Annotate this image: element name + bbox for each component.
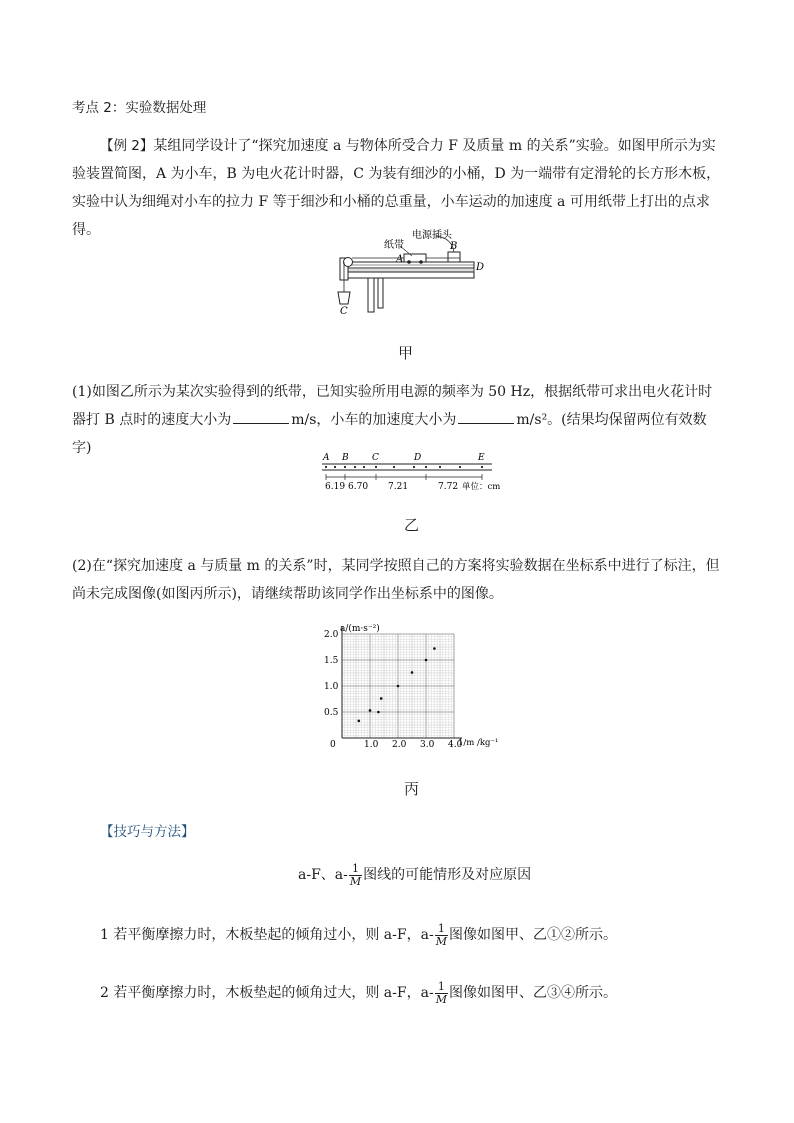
frac-num: 1 xyxy=(349,863,362,876)
label-A: A xyxy=(396,254,404,265)
data-point xyxy=(397,685,400,688)
example-tag: 【例 2】 xyxy=(100,138,154,154)
tips-item2-a: 2 若平衡摩擦力时，木板垫起的倾角过大，则 a-F，a- xyxy=(100,985,434,1001)
label-D: D xyxy=(476,262,485,273)
tips-title-b: 图线的可能情形及对应原因 xyxy=(363,867,532,883)
tips-title-a: a-F、a- xyxy=(298,867,348,883)
q1-text: (1)如图乙所示为某次实验得到的纸带，已知实验所用电源的频率为 50 Hz，根据纸带可求出电火花计时器打 B 点时的速度大小为 xyxy=(72,384,713,428)
scatter-chart xyxy=(312,620,499,752)
tape-unit: 单位：cm xyxy=(462,482,501,492)
caption-bing: 丙 xyxy=(404,780,420,798)
tips-item1-a: 1 若平衡摩擦力时，木板垫起的倾角过小，则 a-F，a- xyxy=(100,927,434,943)
tape-point-C: C xyxy=(372,453,379,463)
data-point xyxy=(411,671,414,674)
y-tick-label: 0.5 xyxy=(324,708,339,718)
y-tick-label: 2.0 xyxy=(324,630,339,640)
q1-unit1: m/s，小车的加速度大小为 xyxy=(291,412,457,428)
tips-item-2 xyxy=(100,978,617,1008)
x-tick-label: 1.0 xyxy=(364,740,379,750)
segment-AB: 6.19 xyxy=(325,482,346,492)
tips-item2-b: 图像如图甲、乙③④所示。 xyxy=(448,985,617,1001)
blank-acceleration[interactable] xyxy=(458,409,514,424)
frac-num: 1 xyxy=(435,923,448,936)
label-C: C xyxy=(340,306,348,317)
fraction-1-over-M xyxy=(435,923,448,948)
frac-num: 1 xyxy=(435,981,448,994)
blank-velocity[interactable] xyxy=(233,409,289,424)
tips-label: 【技巧与方法】 xyxy=(100,824,195,840)
paper-tape-diagram xyxy=(318,450,528,492)
data-point xyxy=(425,659,428,662)
label-B: B xyxy=(450,241,458,252)
apparatus-diagram xyxy=(326,228,486,320)
bucket xyxy=(338,292,350,304)
y-tick-label: 1.5 xyxy=(324,656,339,666)
cart xyxy=(404,254,426,262)
x-tick-label: 4.0 xyxy=(448,740,463,750)
tips-center-title xyxy=(298,860,531,890)
tips-item-1 xyxy=(100,920,617,950)
table-top xyxy=(348,272,474,278)
frac-den: M xyxy=(349,874,362,888)
tape-point-E: E xyxy=(478,453,485,463)
label-tape: 纸带 xyxy=(384,240,404,251)
chart-xlabel: 1/m /kg⁻¹ xyxy=(458,738,499,748)
table-leg xyxy=(368,278,374,312)
question-2: (2)在“探究加速度 a 与质量 m 的关系”时，某同学按照自己的方案将实验数据在坐标系中进行了标注，但尚未完成图像(如图丙所示)，请继续帮助该同学作出坐标系中的图像。 xyxy=(72,558,720,602)
frac-den: M xyxy=(435,934,447,948)
fraction-1-over-M xyxy=(349,863,362,888)
tape-point-A: A xyxy=(323,453,330,463)
fraction-1-over-M xyxy=(435,981,448,1006)
frac-den: M xyxy=(435,992,447,1006)
label-power: 电源插头 xyxy=(412,230,452,241)
segment-CD: 7.21 xyxy=(388,482,409,492)
timer xyxy=(448,252,460,262)
caption-jia: 甲 xyxy=(398,344,414,362)
data-point xyxy=(433,647,436,650)
y-tick-label: 1.0 xyxy=(324,682,339,692)
x-tick-label: 3.0 xyxy=(420,740,435,750)
q1-unit2: m/s²。(结果均保留两位有效数字) xyxy=(72,412,707,456)
tips-item1-b: 图像如图甲、乙①②所示。 xyxy=(448,927,617,943)
data-point xyxy=(380,697,383,700)
segment-BC: 6.70 xyxy=(348,482,369,492)
tape-point-D: D xyxy=(414,453,422,463)
caption-yi: 乙 xyxy=(404,516,420,534)
example-text: 某组同学设计了“探究加速度 a 与物体所受合力 F 及质量 m 的关系”实验。如图甲所示为实验装置简图，A 为小车，B 为电火花计时器，C 为装有细沙的小桶，D 为一端带有定滑轮的长方形木板，实验中认为细绳对小车的拉力 F 等于细沙和小桶的总重量，小车运动的加速度 a 可用纸带上打出的点求得。 xyxy=(72,138,721,238)
chart-ylabel: a/(m·s⁻²) xyxy=(340,624,380,634)
pulley xyxy=(344,258,353,267)
section-heading: 考点 2：实验数据处理 xyxy=(72,100,207,116)
data-point xyxy=(377,711,380,714)
segment-DE: 7.72 xyxy=(438,482,459,492)
x-tick-label: 0 xyxy=(330,740,336,750)
data-point xyxy=(358,720,361,723)
x-tick-label: 2.0 xyxy=(392,740,407,750)
data-point xyxy=(369,709,372,712)
tape-point-B: B xyxy=(342,453,349,463)
